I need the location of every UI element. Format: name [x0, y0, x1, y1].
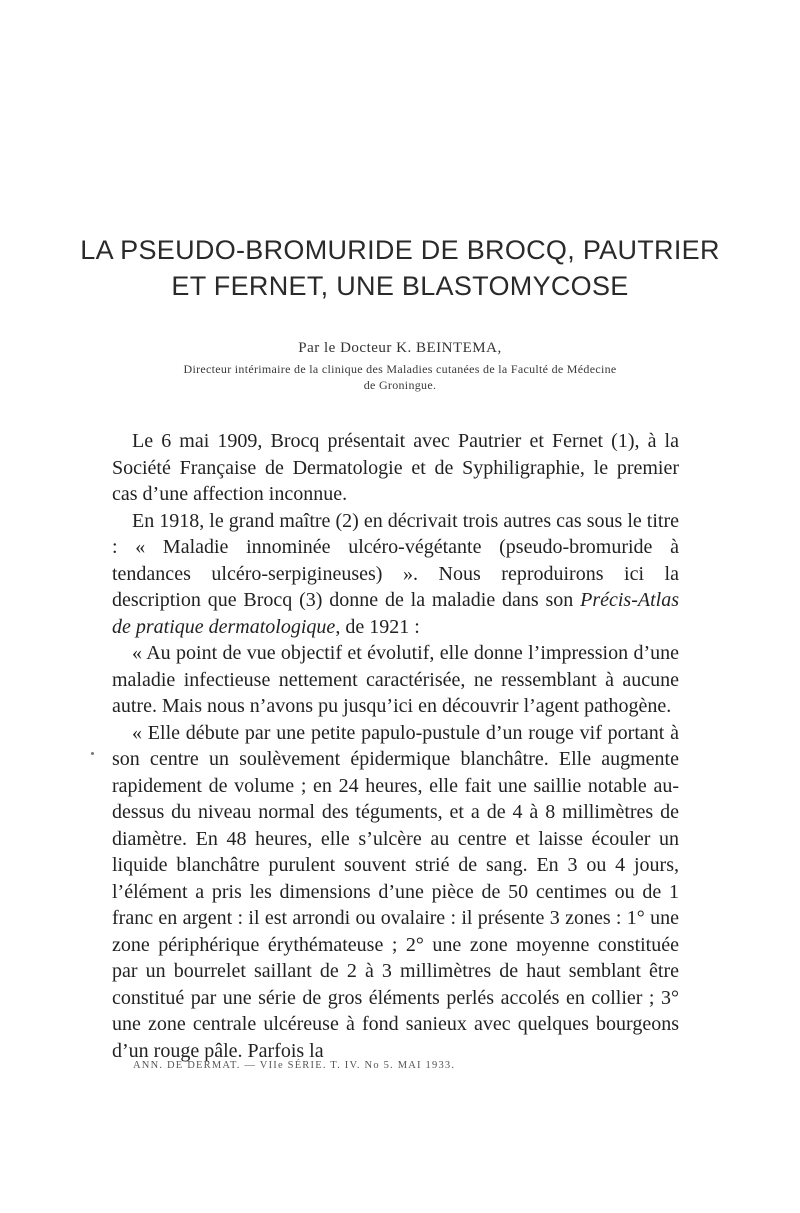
article-body [112, 428, 679, 1064]
paragraph-2-text-after: , de 1921 : [335, 615, 420, 638]
article-title [40, 232, 760, 304]
author-byline: Par le Docteur K. BEINTEMA, [298, 340, 502, 356]
paragraph-4: « Elle débute par une petite papulo-pustule d’un rouge vif portant à son centre un soulèvement épidermique blanchâtre. Elle augmente rapidement de volume ; en 24 heures, elle fait une saillie notable au-dessus du niveau normal des téguments, et a de 4 à 8 millimètres de diamètre. En 48 heures, elle s’ulcère au centre et laisse écouler un liquide blanchâtre purulent souvent strié de sang. En 3 ou 4 jours, l’élément a pris les dimensions d’une pièce de 50 centimes ou de 1 franc en argent : il est arrondi ou ovalaire : il présente 3 zones : 1° une zone périphérique érythémateuse ; 2° une zone moyenne constituée par un bourrelet saillant de 2 à 3 millimètres de haut semblant être constitué par une série de gros éléments perlés accolés en collier ; 3° une zone centrale ulcéreuse à fond sanieux avec quelques bourgeons d’un rouge pâle. Parfois la [112, 721, 679, 1062]
book-title-italic: Précis-Atlas de pratique dermatologique [112, 589, 679, 638]
article-title-line-1: LA PSEUDO-BROMURIDE DE BROCQ, PAUTRIER [80, 235, 720, 265]
article-title-line-2: ET FERNET, UNE BLASTOMYCOSE [171, 271, 629, 301]
paragraph-2-text-before: En 1918, le grand maître (2) en décrivait trois autres cas sous le titre : « Maladie innominée ulcéro-végétante (pseudo-bromuride à tendances ulcéro-serpigineuses) ». Nous reproduirons ici la description que Brocq (3) donne de la maladie dans son [112, 509, 679, 611]
author-affiliation [90, 361, 710, 393]
paragraph-3: « Au point de vue objectif et évolutif, elle donne l’impression d’une maladie infectieuse nettement caractérisée, ne ressemblant à aucune autre. Mais nous n’avons pu jusqu’ici en découvrir l’agent pathogène. [112, 642, 679, 717]
affiliation-line-1: Directeur intérimaire de la clinique des Maladies cutanées de la Faculté de Médecine [183, 362, 617, 376]
paragraph-1: Le 6 mai 1909, Brocq présentait avec Pautrier et Fernet (1), à la Société Française de Dermatologie et de Syphiligraphie, le premier cas d’une affection inconnue. [112, 430, 679, 505]
journal-footer: ANN. DE DERMAT. — VIIe SÉRIE. T. IV. No 5. MAI 1933. [133, 1060, 456, 1071]
affiliation-line-2: de Groningue. [363, 378, 437, 392]
paragraph-2 [112, 508, 679, 641]
margin-ink-mark [91, 752, 94, 755]
